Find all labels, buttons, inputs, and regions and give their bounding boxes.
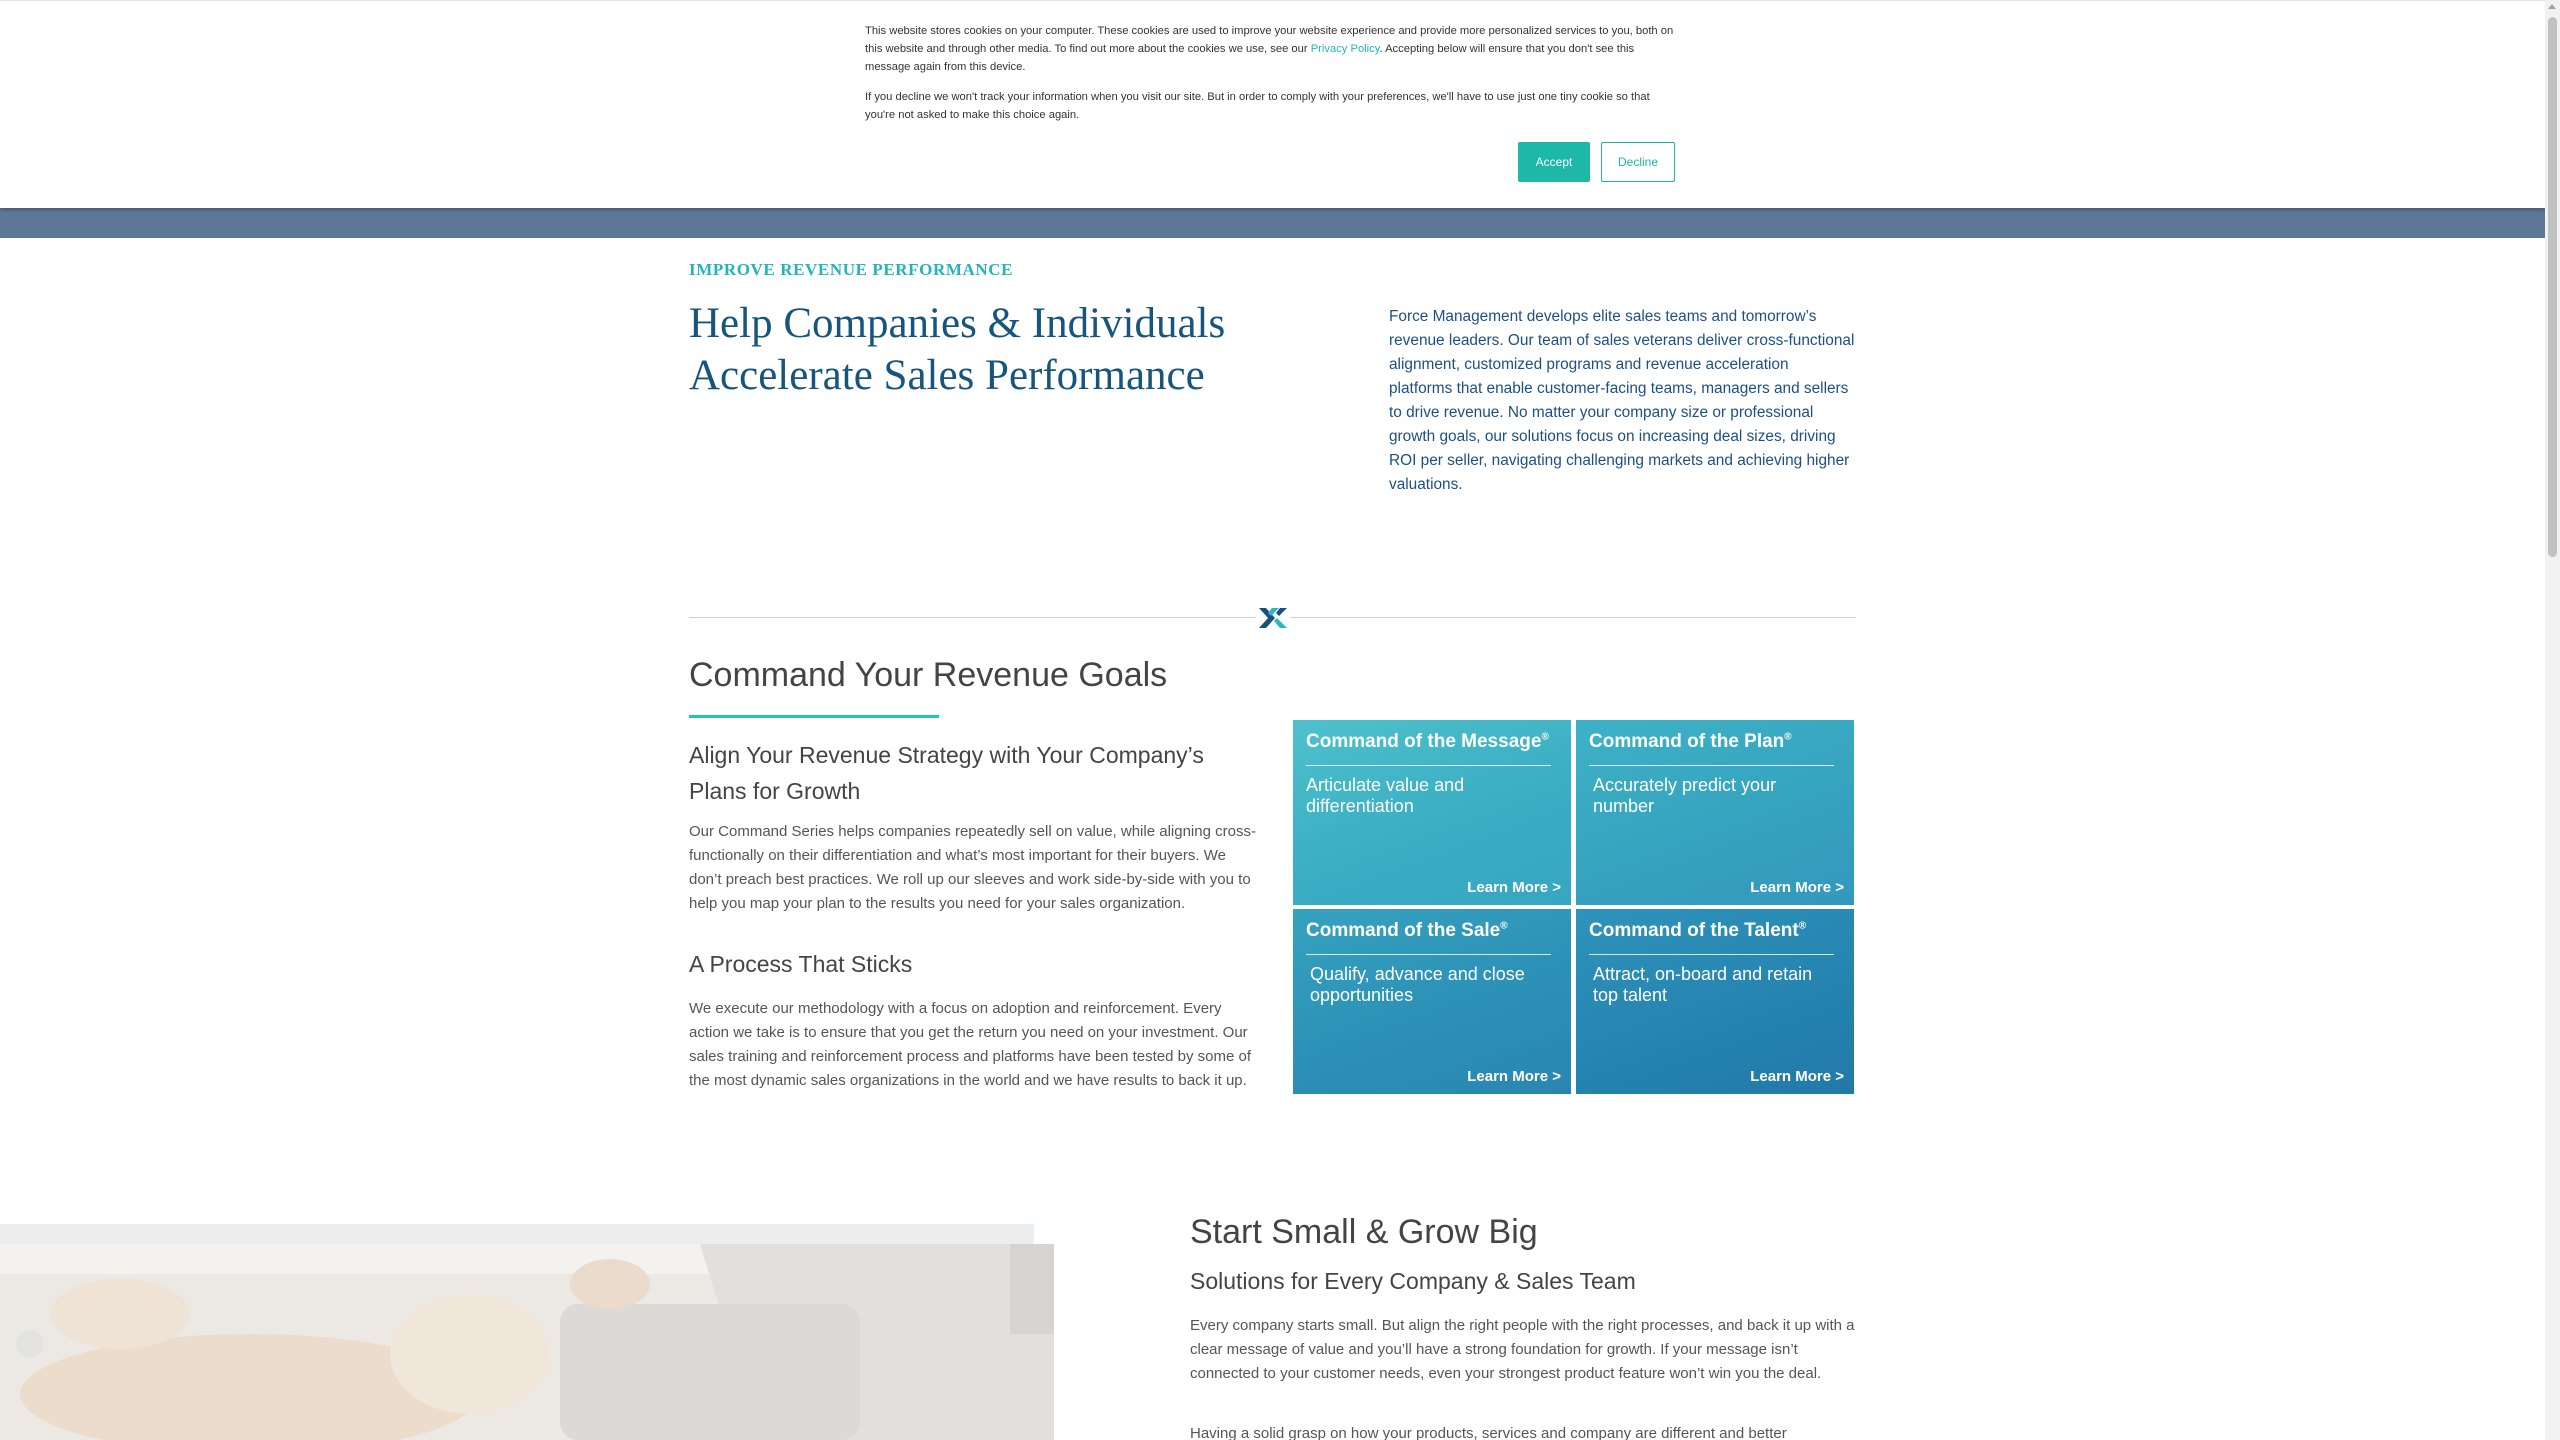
cookie-banner	[0, 0, 2545, 208]
tile-title	[1306, 920, 1508, 942]
tile-title-text: Command of the Sale	[1306, 920, 1501, 941]
privacy-policy-link[interactable]: Privacy Policy	[1310, 43, 1380, 55]
paragraph-process: We execute our methodology with a focus on adoption and reinforcement. Every action we take is to ensure that you get the return you need on your investment. Our sales training and reinforcement process and platforms have been tested by some of the most dynamic sales organizations in the world and we have results to back it up.	[689, 1000, 1251, 1089]
tile-title	[1306, 731, 1549, 753]
paragraph-command-series: Our Command Series helps companies repeatedly sell on value, while aligning cross-functionally on their differentiation and what’s most important for their buyers. We don’t preach best practices. We roll up our sleeves and work side-by-side with you to help you map your plan to the results you need for your sales organization.	[689, 823, 1256, 912]
brand-x-icon	[1258, 605, 1288, 631]
tile-title-text: Command of the Talent	[1589, 920, 1799, 941]
section-title-start-small: Start Small & Grow Big	[1190, 1213, 1538, 1251]
registered-mark: ®	[1541, 731, 1549, 743]
accept-button[interactable]: Accept	[1518, 142, 1590, 182]
learn-more-link[interactable]: Learn More >	[1750, 879, 1844, 896]
registered-mark: ®	[1798, 920, 1807, 932]
cookie-text-1-end: . Accepting below will ensure that you don't see this message again from this device.	[865, 43, 1635, 73]
decline-button[interactable]: Decline	[1601, 142, 1675, 182]
hero-eyebrow: IMPROVE REVENUE PERFORMANCE	[689, 260, 1014, 279]
tile-divider	[1306, 954, 1551, 955]
tile-command-of-the-talent[interactable]	[1576, 909, 1854, 1094]
tile-title-text: Command of the Message	[1306, 731, 1542, 752]
office-photo	[0, 1244, 1054, 1440]
cookie-text-1	[865, 22, 1677, 76]
subheading-solutions: Solutions for Every Company & Sales Team	[1190, 1268, 1636, 1294]
hero-title: Help Companies & Individuals Accelerate Sales Performance	[689, 300, 1226, 399]
photo-frame-band	[0, 1224, 1034, 1246]
scroll-thumb[interactable]	[2548, 17, 2557, 557]
tile-title-text: Command of the Plan	[1589, 731, 1785, 752]
scroll-up-arrow-icon[interactable]	[2548, 4, 2556, 9]
tile-description: Attract, on-board and retain top talent	[1593, 964, 1813, 1005]
tile-divider	[1589, 765, 1834, 766]
tile-command-of-the-plan[interactable]	[1576, 720, 1854, 905]
subheading-align-strategy: Align Your Revenue Strategy with Your Company’s Plans for Growth	[689, 742, 1204, 804]
tile-title	[1589, 920, 1806, 942]
vertical-scrollbar[interactable]	[2545, 0, 2560, 1440]
tile-divider	[1306, 765, 1551, 766]
cookie-text-1-start: This website stores cookies on your computer. These cookies are used to improve your website experience and provide more personalized services to you, both on this website and through other media. To find out more about the cookies we use, see our	[865, 25, 1674, 55]
learn-more-link[interactable]: Learn More >	[1467, 1068, 1561, 1085]
title-underline	[689, 715, 939, 718]
cookie-text-2: If you decline we won't track your information when you visit our site. But in order to comply with your preferences, we'll have to use just one tiny cookie so that you're not asked to make this choice again.	[865, 91, 1650, 121]
tile-description: Qualify, advance and close opportunities	[1310, 964, 1525, 1005]
learn-more-link[interactable]: Learn More >	[1467, 879, 1561, 896]
tile-divider	[1589, 954, 1834, 955]
hero-description: Force Management develops elite sales teams and tomorrow’s revenue leaders. Our team of sales veterans deliver cross-functional alignment, customized programs and revenue acceleration platforms that enable customer-facing teams, managers and sellers to drive revenue. No matter your company size or professional growth goals, our solutions focus on increasing deal sizes, driving ROI per seller, navigating challenging markets and achieving higher valuations.	[1389, 308, 1855, 493]
tile-description: Articulate value and differentiation	[1306, 775, 1465, 816]
tile-description: Accurately predict your number	[1593, 775, 1777, 816]
nav-bar	[0, 207, 2545, 238]
tile-command-of-the-sale[interactable]	[1293, 909, 1571, 1094]
tile-title	[1589, 731, 1792, 753]
subheading-process: A Process That Sticks	[689, 951, 913, 977]
divider-line-left	[689, 617, 1256, 618]
paragraph-start-small: Every company starts small. But align the right people with the right processes, and back it up with a clear message of value and you’ll have a strong foundation for growth. If your message isn’t connected to your customer needs, even your strongest product feature won’t win you the deal.	[1190, 1317, 1855, 1382]
tile-command-of-the-message[interactable]	[1293, 720, 1571, 905]
registered-mark: ®	[1784, 731, 1792, 743]
divider-line-right	[1290, 617, 1856, 618]
learn-more-link[interactable]: Learn More >	[1750, 1068, 1844, 1085]
section-title-command: Command Your Revenue Goals	[689, 656, 1168, 694]
paragraph-solid-grasp: Having a solid grasp on how your products, services and company are different and better	[1190, 1425, 1787, 1440]
registered-mark: ®	[1500, 920, 1508, 932]
